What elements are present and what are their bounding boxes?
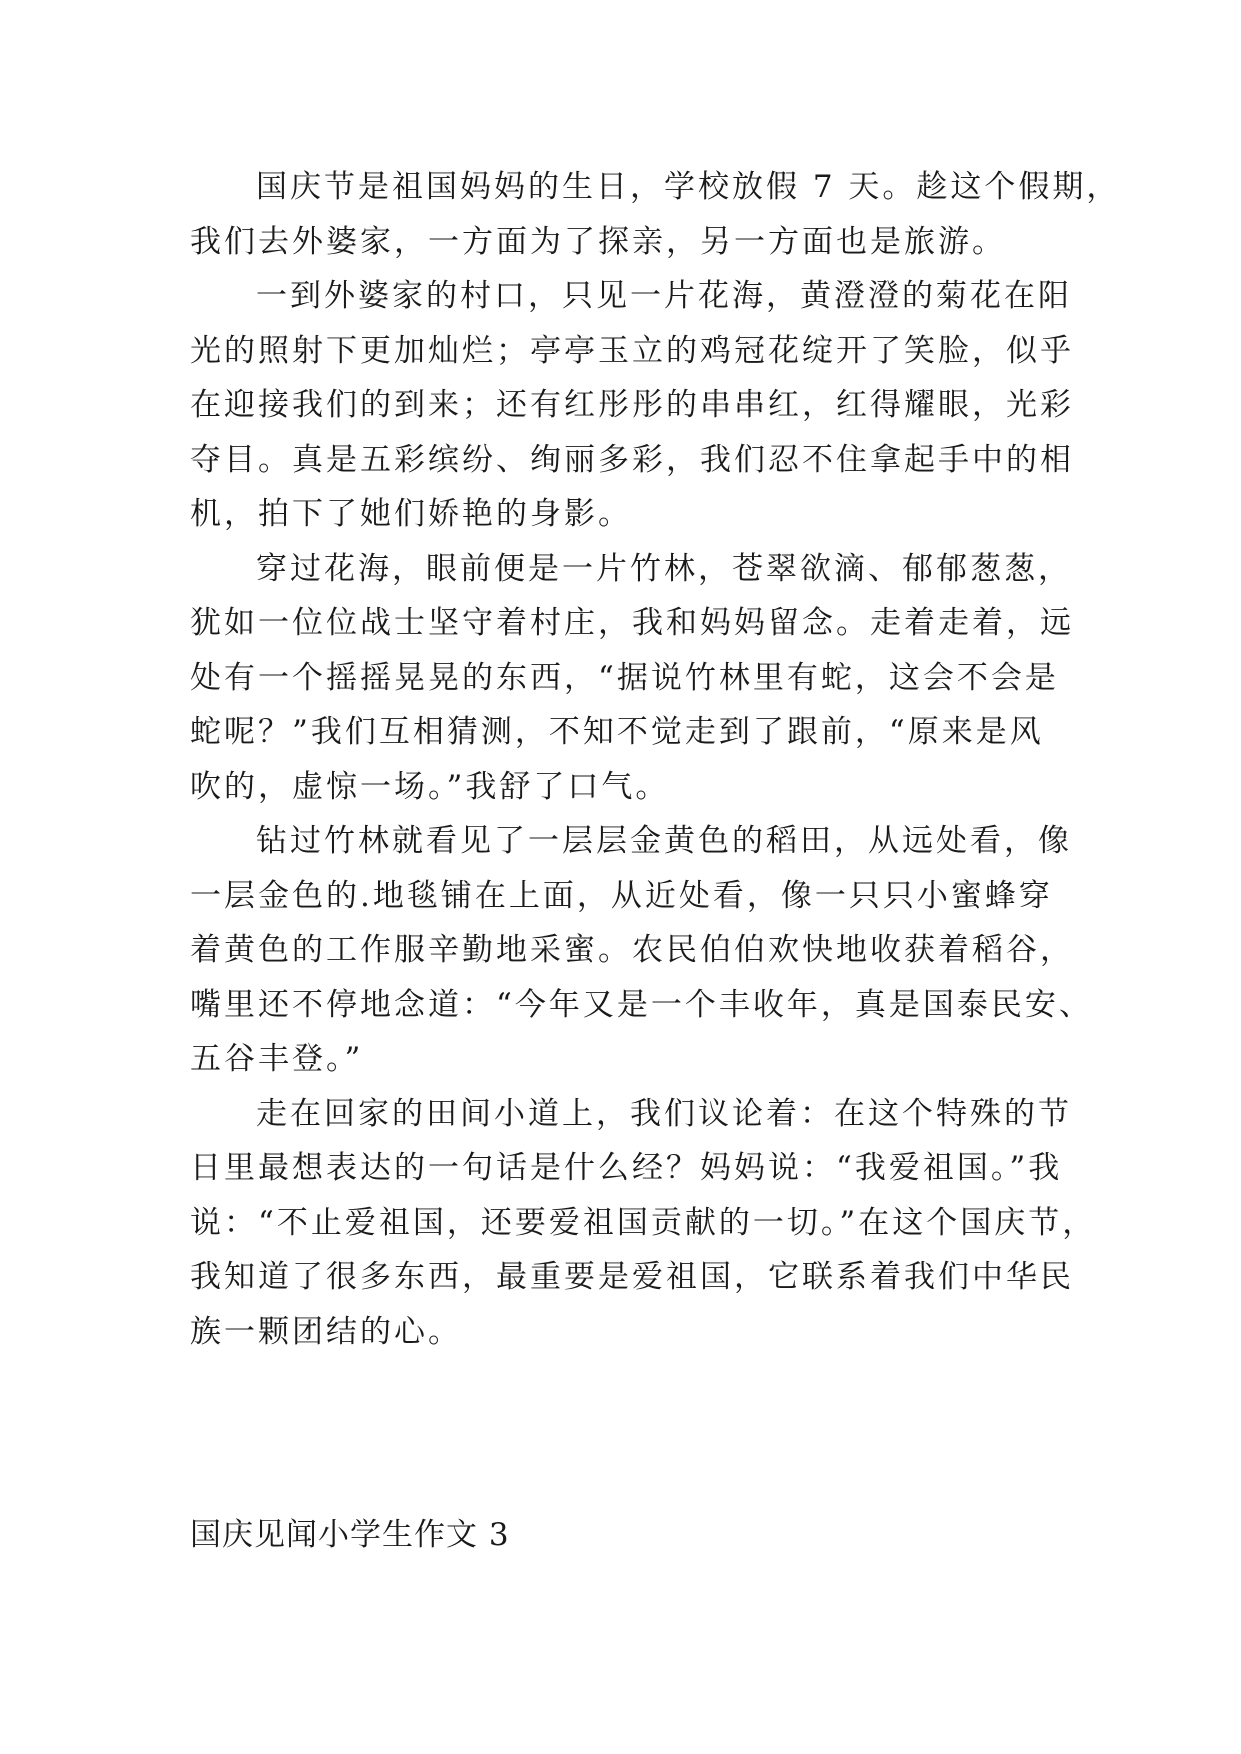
text-line: 蛇呢？”我们互相猜测，不知不觉走到了跟前，“原来是风 bbox=[190, 714, 1044, 750]
text-line: 穿过花海，眼前便是一片竹林，苍翠欲滴、郁郁葱葱， bbox=[256, 550, 1072, 587]
text-line: 一层金色的.地毯铺在上面，从近处看，像一只只小蜜蜂穿 bbox=[190, 877, 1053, 914]
text-line: 我们去外婆家，一方面为了探亲，另一方面也是旅游。 bbox=[190, 223, 1006, 260]
text-line: 在迎接我们的到来；还有红彤彤的串串红，红得耀眼，光彩 bbox=[190, 387, 1074, 423]
text-line: 吹的，虚惊一场。”我舒了口气。 bbox=[190, 768, 670, 805]
text-line: 机，拍下了她们娇艳的身影。 bbox=[190, 496, 632, 532]
text-line: 犹如一位位战士坚守着村庄，我和妈妈留念。走着走着，远 bbox=[190, 605, 1074, 641]
paragraph-2 bbox=[190, 269, 1074, 542]
paragraph-5 bbox=[190, 1087, 1097, 1360]
paragraph-3 bbox=[190, 542, 1074, 815]
text-line: 嘴里还不停地念道：“今年又是一个丰收年，真是国泰民安、 bbox=[190, 986, 1093, 1023]
text-line: 光的照射下更加灿烂；亭亭玉立的鸡冠花绽开了笑脸，似乎 bbox=[190, 332, 1074, 369]
paragraph-4 bbox=[190, 814, 1093, 1087]
text-line: 五谷丰登。” bbox=[190, 1041, 364, 1077]
text-line: 族一颗团结的心。 bbox=[190, 1313, 462, 1350]
text-line: 日里最想表达的一句话是什么经？妈妈说：“我爱祖国。”我 bbox=[190, 1150, 1063, 1186]
text-line: 钻过竹林就看见了一层层金黄色的稻田，从远处看，像 bbox=[256, 823, 1072, 859]
text-line: 着黄色的工作服辛勤地采蜜。农民伯伯欢快地收获着稻谷， bbox=[190, 932, 1074, 968]
text-line: 国庆节是祖国妈妈的生日，学校放假 7 天。趁这个假期， bbox=[256, 169, 1121, 205]
paragraph-1 bbox=[190, 160, 1121, 269]
essay-body bbox=[190, 160, 1121, 1359]
text-line: 说：“不止爱祖国，还要爱祖国贡献的一切。”在这个国庆节， bbox=[190, 1204, 1097, 1241]
next-section-title: 国庆见闻小学生作文 3 bbox=[190, 1517, 510, 1553]
text-line: 处有一个摇摇晃晃的东西，“据说竹林里有蛇，这会不会是 bbox=[190, 659, 1059, 696]
text-line: 我知道了很多东西，最重要是爱祖国，它联系着我们中华民 bbox=[190, 1259, 1074, 1295]
text-line: 一到外婆家的村口，只见一片花海，黄澄澄的菊花在阳 bbox=[256, 278, 1072, 314]
text-line: 走在回家的田间小道上，我们议论着：在这个特殊的节 bbox=[256, 1095, 1072, 1132]
text-line: 夺目。真是五彩缤纷、绚丽多彩，我们忍不住拿起手中的相 bbox=[190, 441, 1074, 478]
